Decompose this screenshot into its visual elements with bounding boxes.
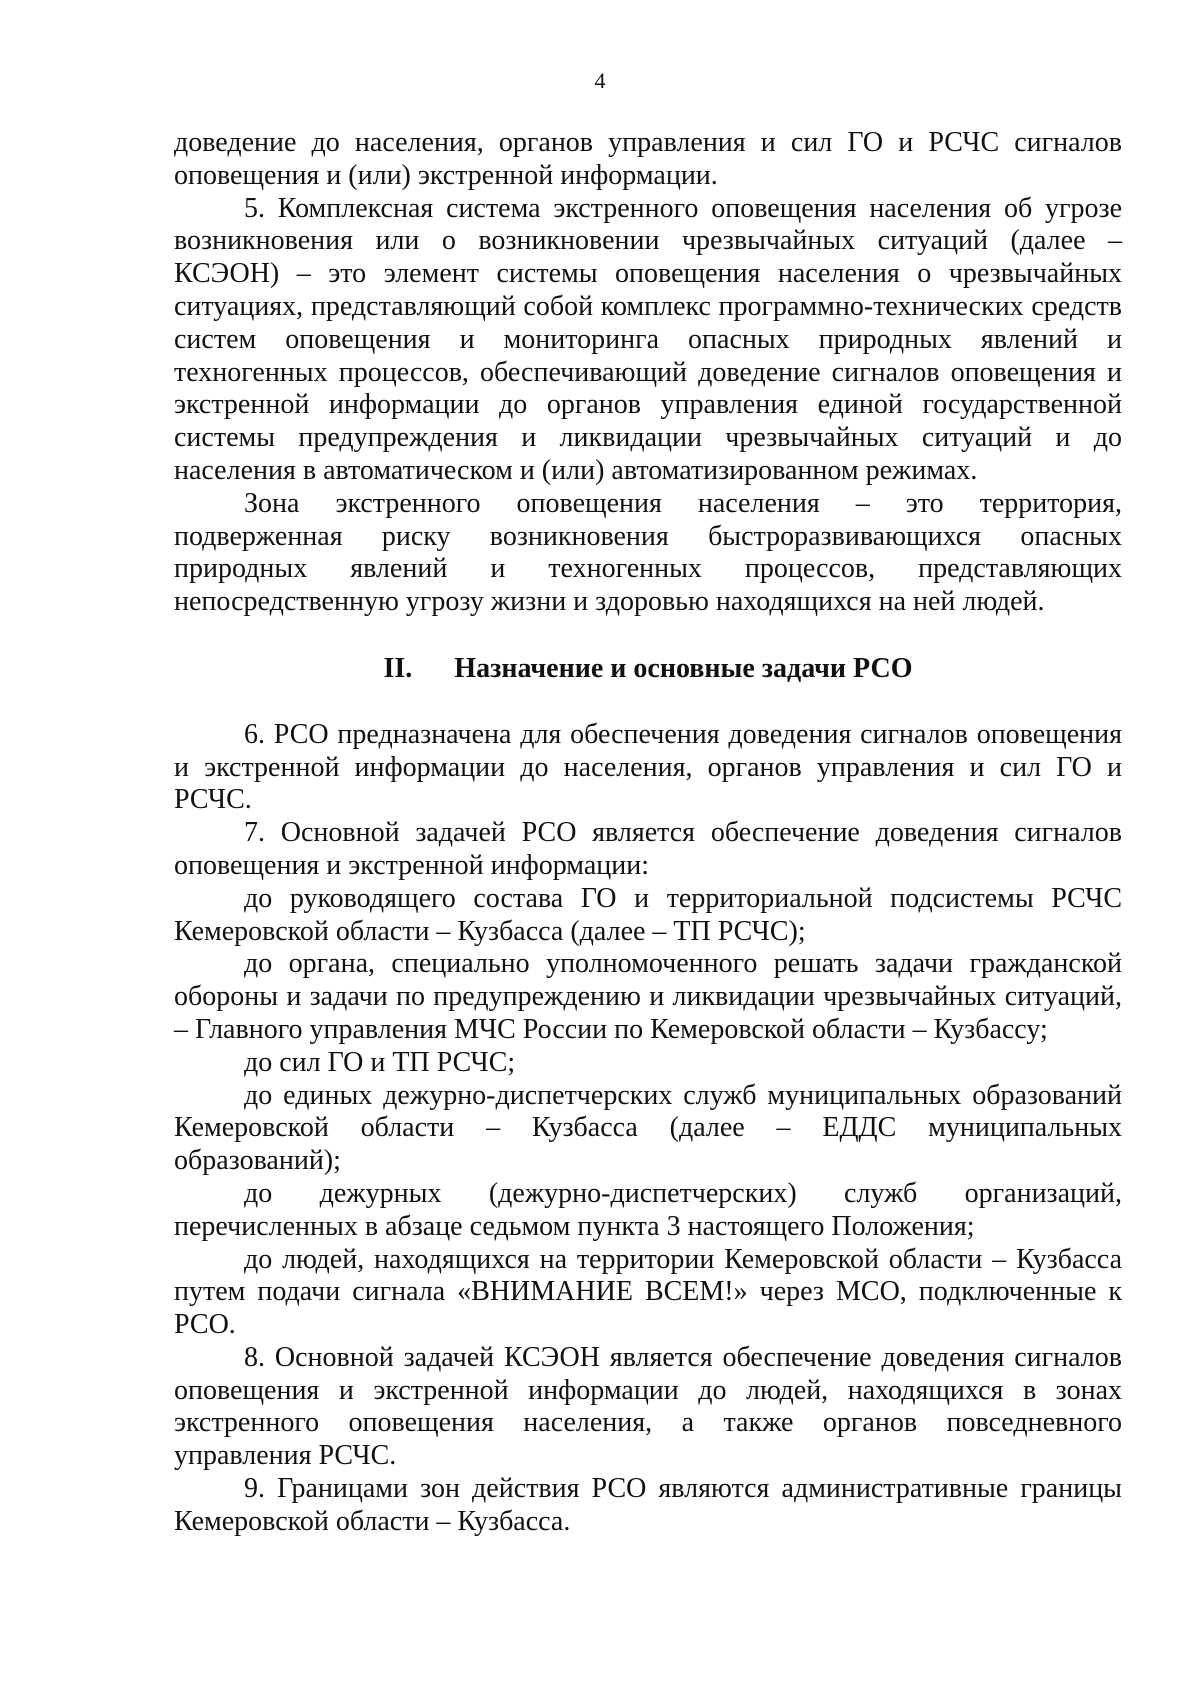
document-body [174, 127, 1122, 1539]
list-item-duty-services: до дежурных (дежурно-диспетчерских) служб организаций, перечисленных в абзаце седьмом пункта 3 настоящего Положения; [174, 1177, 1122, 1242]
paragraph-6: 6. РСО предназначена для обеспечения доведения сигналов оповещения и экстренной информации до населения, органов управления и сил ГО и РСЧС. [174, 718, 1122, 816]
list-item-edds: до единых дежурно-диспетчерских служб муниципальных образований Кемеровской области – Кузбасса (далее – ЕДДС муниципальных образований); [174, 1079, 1122, 1177]
page-number: 4 [594, 68, 606, 93]
section-heading: II. Назначение и основные задачи РСО [383, 652, 913, 684]
paragraph-8: 8. Основной задачей КСЭОН является обеспечение доведения сигналов оповещения и экстренной информации до людей, находящихся в зонах экстренного оповещения населения, а также органов повседневного управления РСЧС. [174, 1341, 1122, 1472]
list-item-people: до людей, находящихся на территории Кемеровской области – Кузбасса путем подачи сигнала «ВНИМАНИЕ ВСЕМ!» через МСО, подключенные к РСО. [174, 1243, 1122, 1341]
list-item-mchs: до органа, специально уполномоченного решать задачи гражданской обороны и задачи по предупреждению и ликвидации чрезвычайных ситуаций, – Главного управления МЧС России по Кемеровской области – Кузбассу; [174, 948, 1122, 1045]
list-item-management: до руководящего состава ГО и территориальной подсистемы РСЧС Кемеровской области – Кузбасса (далее – ТП РСЧС); [174, 882, 1122, 947]
paragraph-zone-definition: Зона экстренного оповещения населения – это территория, подверженная риску возникновения быстроразвивающихся опасных природных явлений и техногенных процессов, представляющих непосредственную угрозу жизни и здоровью находящихся на ней людей. [174, 487, 1122, 618]
paragraph-9: 9. Границами зон действия РСО являются административные границы Кемеровской области – Кузбасса. [174, 1473, 1122, 1537]
list-item-forces: до сил ГО и ТП РСЧС; [244, 1046, 516, 1078]
paragraph-5: 5. Комплексная система экстренного оповещения населения об угрозе возникновения или о возникновении чрезвычайных ситуаций (далее – КСЭОН) – это элемент системы оповещения населения о чрезвычайных ситуациях, представляющий собой комплекс программно-технических средств систем оповещения и мониторинга опасных природных явлений и техногенных процессов, обеспечивающий доведение сигналов оповещения и экстренной информации до органов управления единой государственной системы предупреждения и ликвидации чрезвычайных ситуаций и до населения в автоматическом и (или) автоматизированном режимах. [174, 192, 1122, 486]
paragraph-7: 7. Основной задачей РСО является обеспечение доведения сигналов оповещения и экстренной информации: [174, 817, 1122, 881]
paragraph-continuation: доведение до населения, органов управления и сил ГО и РСЧС сигналов оповещения и (или) экстренной информации. [174, 127, 1122, 191]
